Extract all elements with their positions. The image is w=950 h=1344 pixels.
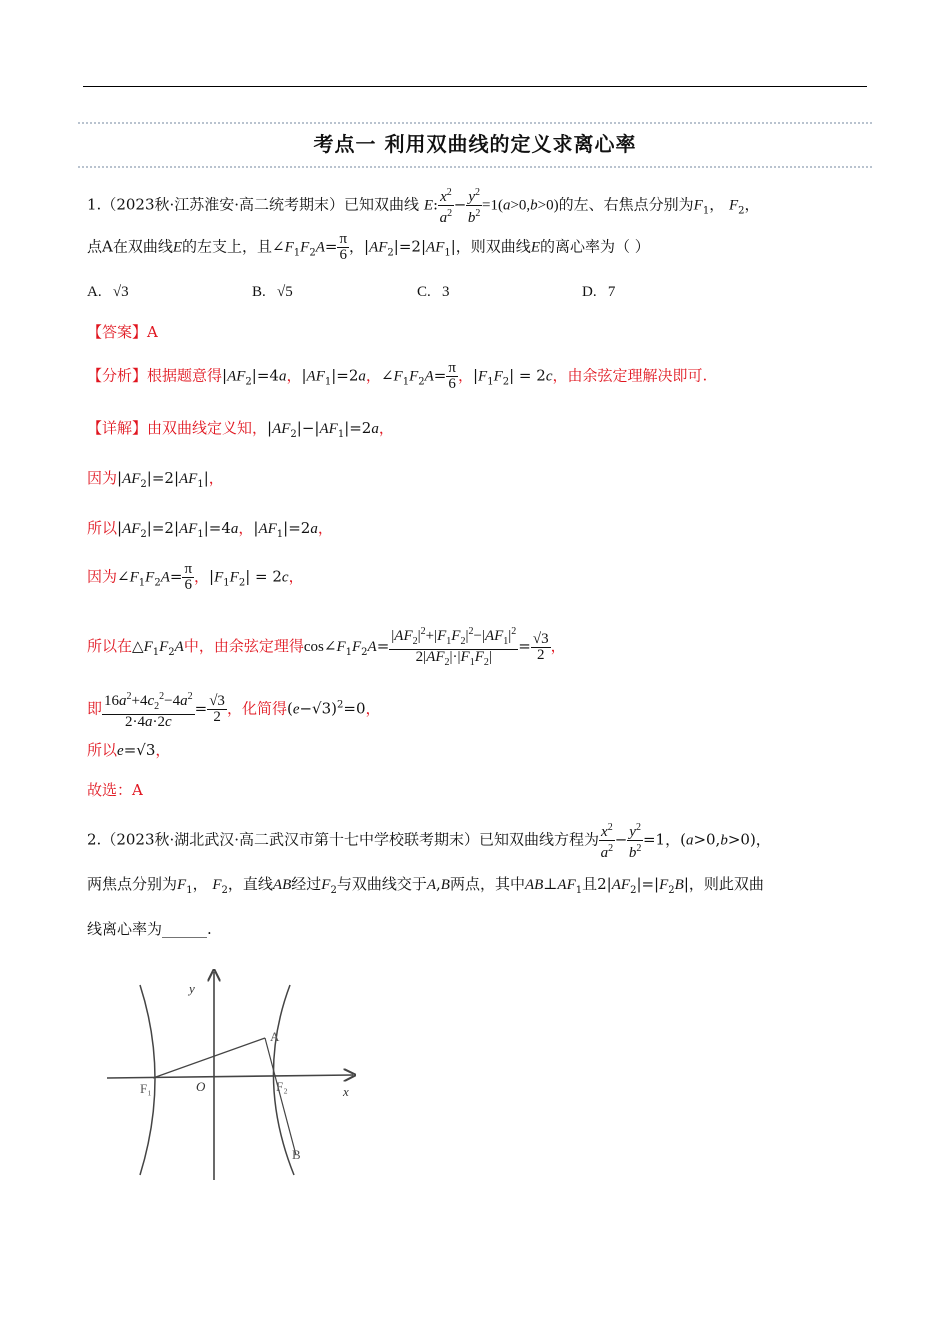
q1-option-c[interactable]: C. 3 <box>417 284 450 300</box>
left-branch <box>140 985 155 1175</box>
q2-line1: 2.（2023秋·湖北武汉·高二武汉市第十七中学校联考期末）已知双曲线方程为 $\frac{x^2}{a^2}$ − $\frac{y^2}{b^2}$ =1，(a>0,b>0)， <box>87 822 771 861</box>
q1-step5: 即 $\frac{16a^2+4c_2^2-4a^2}{2\cdot 4a\cdot 2c}$ = $\frac{√3}{2}$ ，化简得$(e-√3)^2=0$， <box>87 691 381 730</box>
q1-step1: 因为$|AF_2|=2|AF_1|$， <box>87 469 224 490</box>
x-axis <box>107 1075 353 1078</box>
point-f1-label: F₁ <box>140 1081 152 1096</box>
q1-source: （2023秋·江苏淮安·高二统考期末） <box>101 195 345 214</box>
q1-choice: 故选：A <box>87 781 143 799</box>
q1-line2: 点A在双曲线E的左支上，且$\angle F_1F_2A=$ $\frac{\pi}{6}$ ，$|AF_2|=2|AF_1|$，则双曲线E的离心率为（ ） <box>87 231 650 263</box>
q2-line2: 两焦点分别为$F_1$， $F_2$，直线AB经过$F_2$与双曲线交于A,B两点，其中$AB\perp AF_1$且$2|AF_2|=|F_2B|$，则此双曲 <box>87 875 764 896</box>
section-title: 考点一 利用双曲线的定义求离心率 <box>313 132 637 156</box>
q1-analysis: 【分析】根据题意得$|AF_2|=4a$，$|AF_1|=2a$，$\angle F_1F_2A=$ $\frac{\pi}{6}$ ，$|F_1F_2| = 2c$，由余弦定理解决即可. <box>87 360 708 392</box>
q1-step2: 所以$|AF_2|=2|AF_1|=4a$，$|AF_1|=2a$， <box>87 519 333 540</box>
origin-label: O <box>196 1079 206 1094</box>
header-rule <box>83 86 867 87</box>
q1-step3: 因为$\angle F_1F_2A=$ $\frac{\pi}{6}$ ，$|F_1F_2| = 2c$， <box>87 561 304 593</box>
q2-number: 2. <box>87 830 102 849</box>
point-f2-label: F₂ <box>276 1079 288 1094</box>
q1-option-a[interactable]: A. √3 <box>87 284 129 300</box>
title-rule-bottom <box>78 166 872 168</box>
q1-step6: 所以e=√3， <box>87 741 171 759</box>
q1-option-b[interactable]: B. √5 <box>252 284 293 300</box>
y-axis-label: y <box>189 981 195 996</box>
segment-f1-a <box>153 1038 265 1078</box>
q1-answer: 【答案】A <box>87 323 158 341</box>
title-rule-top <box>78 122 872 124</box>
hyperbola-figure <box>100 965 370 1190</box>
q1-line1: 1.（2023秋·江苏淮安·高二统考期末）已知双曲线 E: $\frac{x^2}{a^2}$ − $\frac{y^2}{b^2}$ =1(a>0,b>0)的左、右焦点分别为$F_1$， $F_2$， <box>87 187 760 226</box>
q2-source: （2023秋·湖北武汉·高二武汉市第十七中学校联考期末） <box>101 830 480 849</box>
q1-number: 1. <box>87 195 102 214</box>
q1-detail: 【详解】由双曲线定义知，$|AF_2|-|AF_1|=2a$， <box>87 419 394 440</box>
q1-option-d[interactable]: D. 7 <box>582 284 616 300</box>
q1-stem-b: 的左、右焦点分别为 <box>558 195 694 214</box>
point-b-label: B <box>292 1147 301 1162</box>
x-axis-label: x <box>343 1084 349 1099</box>
q2-line3: 线离心率为______. <box>87 920 212 938</box>
q1-stem: 已知双曲线 <box>344 195 420 214</box>
segment-a-b <box>265 1038 296 1155</box>
point-a-label: A <box>270 1029 280 1044</box>
q1-step4: 所以在$\triangle F_1F_2A$中，由余弦定理得$\cos\angle F_1F_2A=$ $\frac{|AF_2|^2+|F_1F_2|^2-|AF_1|^2}{2|AF_2|\cdot|F_1F_2|}$ = $\frac{√3}{2}$ ， <box>87 626 566 668</box>
